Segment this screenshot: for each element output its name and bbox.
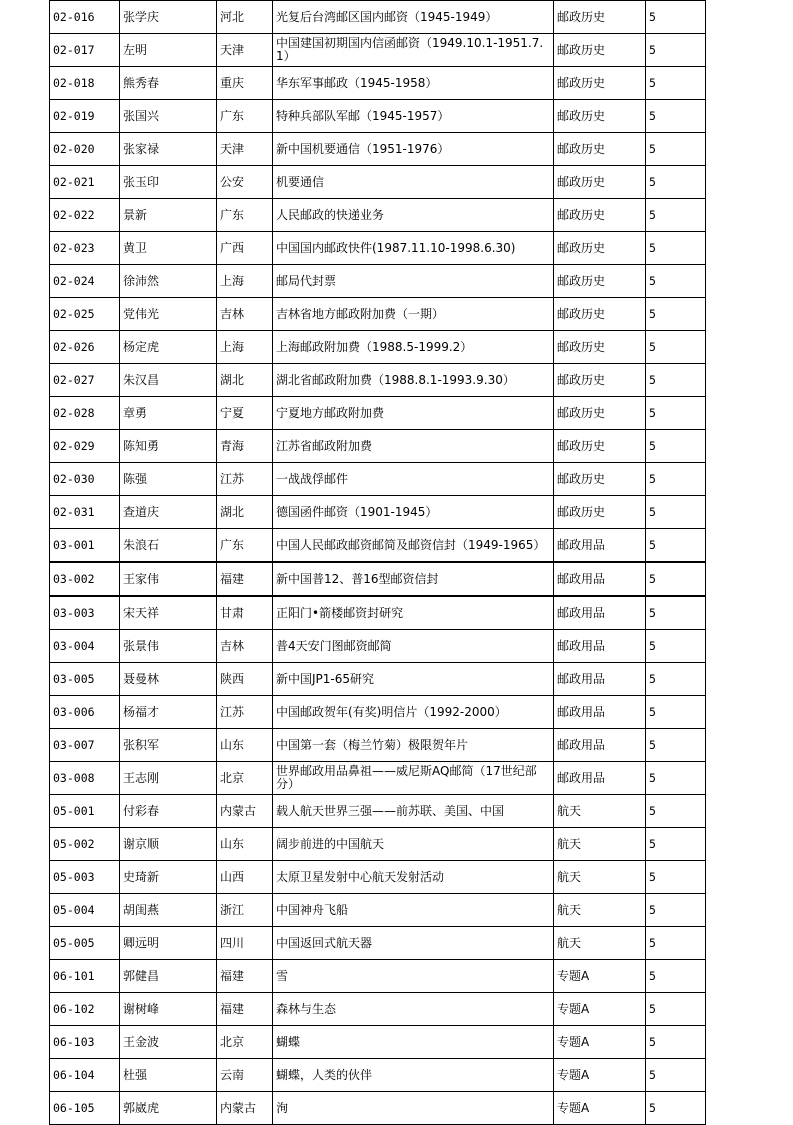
cell-name: 党伟光 xyxy=(120,298,217,331)
cell-category: 邮政历史 xyxy=(554,1,646,34)
cell-title: 阔步前进的中国航天 xyxy=(273,828,554,861)
cell-id: 03-001 xyxy=(50,529,120,563)
table-body xyxy=(50,1,706,1125)
cell-category: 专题A xyxy=(554,960,646,993)
cell-score: 5 xyxy=(646,663,706,696)
cell-name: 胡闺燕 xyxy=(120,894,217,927)
cell-category: 邮政用品 xyxy=(554,562,646,596)
cell-province: 福建 xyxy=(217,960,273,993)
table-row xyxy=(50,166,706,199)
cell-province: 吉林 xyxy=(217,298,273,331)
cell-title: 新中国普12、普16型邮资信封 xyxy=(273,562,554,596)
cell-id: 03-004 xyxy=(50,630,120,663)
table-row xyxy=(50,133,706,166)
table-row xyxy=(50,364,706,397)
cell-score: 5 xyxy=(646,529,706,563)
cell-name: 黄卫 xyxy=(120,232,217,265)
cell-id: 02-024 xyxy=(50,265,120,298)
cell-category: 邮政历史 xyxy=(554,232,646,265)
cell-id: 02-023 xyxy=(50,232,120,265)
cell-score: 5 xyxy=(646,133,706,166)
cell-province: 山东 xyxy=(217,729,273,762)
cell-category: 邮政历史 xyxy=(554,199,646,232)
table-row xyxy=(50,762,706,795)
table-row xyxy=(50,1059,706,1092)
cell-score: 5 xyxy=(646,696,706,729)
cell-name: 陈强 xyxy=(120,463,217,496)
cell-category: 航天 xyxy=(554,927,646,960)
table-row xyxy=(50,1092,706,1125)
cell-score: 5 xyxy=(646,1092,706,1125)
cell-id: 03-003 xyxy=(50,596,120,630)
cell-category: 邮政历史 xyxy=(554,67,646,100)
cell-id: 02-030 xyxy=(50,463,120,496)
cell-category: 航天 xyxy=(554,795,646,828)
cell-province: 江苏 xyxy=(217,463,273,496)
cell-title: 中国国内邮政快件(1987.11.10-1998.6.30) xyxy=(273,232,554,265)
cell-score: 5 xyxy=(646,364,706,397)
cell-id: 03-007 xyxy=(50,729,120,762)
cell-province: 江苏 xyxy=(217,696,273,729)
cell-category: 邮政历史 xyxy=(554,100,646,133)
cell-score: 5 xyxy=(646,397,706,430)
cell-title: 中国神舟飞船 xyxy=(273,894,554,927)
cell-score: 5 xyxy=(646,1,706,34)
cell-title: 吉林省地方邮政附加费（一期） xyxy=(273,298,554,331)
cell-category: 专题A xyxy=(554,1026,646,1059)
cell-title: 新中国机要通信（1951-1976） xyxy=(273,133,554,166)
cell-id: 02-031 xyxy=(50,496,120,529)
cell-name: 史琦新 xyxy=(120,861,217,894)
cell-id: 02-017 xyxy=(50,34,120,67)
cell-province: 浙江 xyxy=(217,894,273,927)
cell-score: 5 xyxy=(646,232,706,265)
cell-id: 02-029 xyxy=(50,430,120,463)
cell-id: 05-005 xyxy=(50,927,120,960)
cell-title: 正阳门•箭楼邮资封研究 xyxy=(273,596,554,630)
cell-name: 郭崴虎 xyxy=(120,1092,217,1125)
cell-province: 山东 xyxy=(217,828,273,861)
cell-province: 内蒙古 xyxy=(217,795,273,828)
cell-title: 载人航天世界三强——前苏联、美国、中国 xyxy=(273,795,554,828)
cell-province: 四川 xyxy=(217,927,273,960)
cell-score: 5 xyxy=(646,562,706,596)
cell-category: 邮政历史 xyxy=(554,496,646,529)
cell-title: 中国第一套（梅兰竹菊）极限贺年片 xyxy=(273,729,554,762)
cell-name: 查道庆 xyxy=(120,496,217,529)
cell-title: 宁夏地方邮政附加费 xyxy=(273,397,554,430)
cell-category: 邮政历史 xyxy=(554,166,646,199)
cell-id: 02-021 xyxy=(50,166,120,199)
cell-title: 洵 xyxy=(273,1092,554,1125)
cell-title: 森林与生态 xyxy=(273,993,554,1026)
cell-province: 天津 xyxy=(217,133,273,166)
cell-id: 02-025 xyxy=(50,298,120,331)
cell-id: 02-020 xyxy=(50,133,120,166)
cell-province: 福建 xyxy=(217,562,273,596)
cell-category: 邮政用品 xyxy=(554,529,646,563)
cell-name: 付彩春 xyxy=(120,795,217,828)
cell-score: 5 xyxy=(646,828,706,861)
cell-province: 广东 xyxy=(217,529,273,563)
cell-province: 青海 xyxy=(217,430,273,463)
cell-title: 世界邮政用品鼻祖——威尼斯AQ邮简（17世纪部分） xyxy=(273,762,554,795)
cell-name: 王志刚 xyxy=(120,762,217,795)
cell-id: 05-002 xyxy=(50,828,120,861)
table-row xyxy=(50,298,706,331)
cell-category: 邮政历史 xyxy=(554,298,646,331)
cell-title: 机要通信 xyxy=(273,166,554,199)
table-row xyxy=(50,463,706,496)
table-row xyxy=(50,663,706,696)
cell-province: 福建 xyxy=(217,993,273,1026)
cell-name: 朱汉昌 xyxy=(120,364,217,397)
cell-id: 06-103 xyxy=(50,1026,120,1059)
cell-province: 北京 xyxy=(217,762,273,795)
cell-province: 公安 xyxy=(217,166,273,199)
cell-name: 聂曼林 xyxy=(120,663,217,696)
table-row xyxy=(50,1026,706,1059)
cell-category: 邮政用品 xyxy=(554,729,646,762)
cell-title: 人民邮政的快递业务 xyxy=(273,199,554,232)
cell-score: 5 xyxy=(646,298,706,331)
cell-name: 张学庆 xyxy=(120,1,217,34)
cell-name: 熊秀春 xyxy=(120,67,217,100)
cell-category: 邮政历史 xyxy=(554,34,646,67)
cell-id: 03-006 xyxy=(50,696,120,729)
cell-category: 航天 xyxy=(554,861,646,894)
cell-province: 广东 xyxy=(217,199,273,232)
cell-category: 邮政历史 xyxy=(554,265,646,298)
cell-category: 专题A xyxy=(554,1059,646,1092)
cell-province: 重庆 xyxy=(217,67,273,100)
cell-id: 02-018 xyxy=(50,67,120,100)
cell-score: 5 xyxy=(646,960,706,993)
cell-name: 王金波 xyxy=(120,1026,217,1059)
cell-name: 张景伟 xyxy=(120,630,217,663)
cell-score: 5 xyxy=(646,265,706,298)
cell-category: 邮政历史 xyxy=(554,331,646,364)
cell-score: 5 xyxy=(646,596,706,630)
cell-title: 普4天安门图邮资邮简 xyxy=(273,630,554,663)
cell-name: 杨定虎 xyxy=(120,331,217,364)
cell-province: 甘肃 xyxy=(217,596,273,630)
cell-score: 5 xyxy=(646,166,706,199)
cell-category: 专题A xyxy=(554,1092,646,1125)
cell-score: 5 xyxy=(646,894,706,927)
table-row xyxy=(50,562,706,596)
table-row xyxy=(50,861,706,894)
table-row xyxy=(50,265,706,298)
cell-province: 宁夏 xyxy=(217,397,273,430)
table-row xyxy=(50,397,706,430)
cell-score: 5 xyxy=(646,1059,706,1092)
table-row xyxy=(50,199,706,232)
cell-score: 5 xyxy=(646,34,706,67)
cell-score: 5 xyxy=(646,927,706,960)
cell-name: 卿远明 xyxy=(120,927,217,960)
cell-id: 02-016 xyxy=(50,1,120,34)
cell-title: 上海邮政附加费（1988.5-1999.2） xyxy=(273,331,554,364)
cell-title: 德国函件邮资（1901-1945） xyxy=(273,496,554,529)
table-row xyxy=(50,630,706,663)
table-row xyxy=(50,729,706,762)
cell-category: 航天 xyxy=(554,828,646,861)
cell-province: 天津 xyxy=(217,34,273,67)
cell-province: 河北 xyxy=(217,1,273,34)
cell-score: 5 xyxy=(646,762,706,795)
cell-score: 5 xyxy=(646,331,706,364)
table-row xyxy=(50,795,706,828)
cell-name: 谢树峰 xyxy=(120,993,217,1026)
cell-score: 5 xyxy=(646,630,706,663)
cell-score: 5 xyxy=(646,861,706,894)
table-row xyxy=(50,1,706,34)
cell-name: 章勇 xyxy=(120,397,217,430)
cell-name: 郭健昌 xyxy=(120,960,217,993)
exhibit-table xyxy=(49,0,706,1125)
cell-category: 邮政历史 xyxy=(554,364,646,397)
cell-id: 06-105 xyxy=(50,1092,120,1125)
cell-category: 航天 xyxy=(554,894,646,927)
cell-title: 一战战俘邮件 xyxy=(273,463,554,496)
cell-title: 蝴蝶，人类的伙伴 xyxy=(273,1059,554,1092)
cell-name: 张家禄 xyxy=(120,133,217,166)
cell-province: 上海 xyxy=(217,331,273,364)
cell-name: 左明 xyxy=(120,34,217,67)
table-row xyxy=(50,232,706,265)
cell-province: 山西 xyxy=(217,861,273,894)
cell-name: 张积军 xyxy=(120,729,217,762)
cell-province: 上海 xyxy=(217,265,273,298)
table-row xyxy=(50,960,706,993)
table-row xyxy=(50,993,706,1026)
cell-category: 邮政用品 xyxy=(554,696,646,729)
cell-category: 邮政历史 xyxy=(554,463,646,496)
cell-title: 蝴蝶 xyxy=(273,1026,554,1059)
cell-id: 06-104 xyxy=(50,1059,120,1092)
cell-id: 05-003 xyxy=(50,861,120,894)
cell-score: 5 xyxy=(646,1026,706,1059)
cell-name: 景新 xyxy=(120,199,217,232)
cell-name: 陈知勇 xyxy=(120,430,217,463)
cell-category: 邮政历史 xyxy=(554,397,646,430)
cell-title: 光复后台湾邮区国内邮资（1945-1949） xyxy=(273,1,554,34)
cell-score: 5 xyxy=(646,199,706,232)
table-row xyxy=(50,529,706,563)
cell-category: 邮政用品 xyxy=(554,762,646,795)
cell-score: 5 xyxy=(646,463,706,496)
table-row xyxy=(50,67,706,100)
table-row xyxy=(50,927,706,960)
cell-id: 02-026 xyxy=(50,331,120,364)
cell-name: 谢京顺 xyxy=(120,828,217,861)
cell-title: 湖北省邮政附加费（1988.8.1-1993.9.30） xyxy=(273,364,554,397)
cell-id: 06-102 xyxy=(50,993,120,1026)
cell-province: 湖北 xyxy=(217,496,273,529)
cell-category: 邮政历史 xyxy=(554,430,646,463)
cell-name: 朱浪石 xyxy=(120,529,217,563)
cell-name: 徐沛然 xyxy=(120,265,217,298)
cell-category: 邮政用品 xyxy=(554,630,646,663)
table-row xyxy=(50,100,706,133)
cell-category: 邮政用品 xyxy=(554,663,646,696)
cell-province: 湖北 xyxy=(217,364,273,397)
cell-score: 5 xyxy=(646,795,706,828)
cell-name: 杜强 xyxy=(120,1059,217,1092)
cell-category: 专题A xyxy=(554,993,646,1026)
cell-id: 03-002 xyxy=(50,562,120,596)
table-row xyxy=(50,430,706,463)
cell-score: 5 xyxy=(646,430,706,463)
cell-province: 广东 xyxy=(217,100,273,133)
cell-score: 5 xyxy=(646,100,706,133)
cell-id: 02-027 xyxy=(50,364,120,397)
cell-title: 中国邮政贺年(有奖)明信片（1992-2000） xyxy=(273,696,554,729)
cell-id: 02-028 xyxy=(50,397,120,430)
cell-province: 陕西 xyxy=(217,663,273,696)
cell-province: 云南 xyxy=(217,1059,273,1092)
cell-title: 特种兵部队军邮（1945-1957） xyxy=(273,100,554,133)
table-row xyxy=(50,696,706,729)
cell-id: 05-004 xyxy=(50,894,120,927)
table-row xyxy=(50,34,706,67)
cell-name: 张玉印 xyxy=(120,166,217,199)
cell-title: 中国返回式航天器 xyxy=(273,927,554,960)
cell-category: 邮政用品 xyxy=(554,596,646,630)
cell-province: 内蒙古 xyxy=(217,1092,273,1125)
cell-title: 华东军事邮政（1945-1958） xyxy=(273,67,554,100)
cell-province: 北京 xyxy=(217,1026,273,1059)
cell-id: 02-022 xyxy=(50,199,120,232)
cell-category: 邮政历史 xyxy=(554,133,646,166)
cell-title: 江苏省邮政附加费 xyxy=(273,430,554,463)
cell-name: 杨福才 xyxy=(120,696,217,729)
cell-title: 中国建国初期国内信函邮资（1949.10.1-1951.7.1） xyxy=(273,34,554,67)
cell-score: 5 xyxy=(646,993,706,1026)
table-row xyxy=(50,331,706,364)
cell-name: 张国兴 xyxy=(120,100,217,133)
cell-title: 中国人民邮政邮资邮简及邮资信封（1949-1965） xyxy=(273,529,554,563)
table-row xyxy=(50,828,706,861)
cell-province: 广西 xyxy=(217,232,273,265)
cell-id: 03-005 xyxy=(50,663,120,696)
cell-score: 5 xyxy=(646,67,706,100)
table-row xyxy=(50,596,706,630)
cell-province: 吉林 xyxy=(217,630,273,663)
cell-id: 03-008 xyxy=(50,762,120,795)
cell-title: 雪 xyxy=(273,960,554,993)
cell-name: 宋天祥 xyxy=(120,596,217,630)
cell-title: 新中国JP1-65研究 xyxy=(273,663,554,696)
cell-id: 02-019 xyxy=(50,100,120,133)
cell-title: 太原卫星发射中心航天发射活动 xyxy=(273,861,554,894)
cell-score: 5 xyxy=(646,496,706,529)
table-row xyxy=(50,496,706,529)
cell-title: 邮局代封票 xyxy=(273,265,554,298)
cell-score: 5 xyxy=(646,729,706,762)
cell-name: 王家伟 xyxy=(120,562,217,596)
cell-id: 05-001 xyxy=(50,795,120,828)
cell-id: 06-101 xyxy=(50,960,120,993)
table-row xyxy=(50,894,706,927)
